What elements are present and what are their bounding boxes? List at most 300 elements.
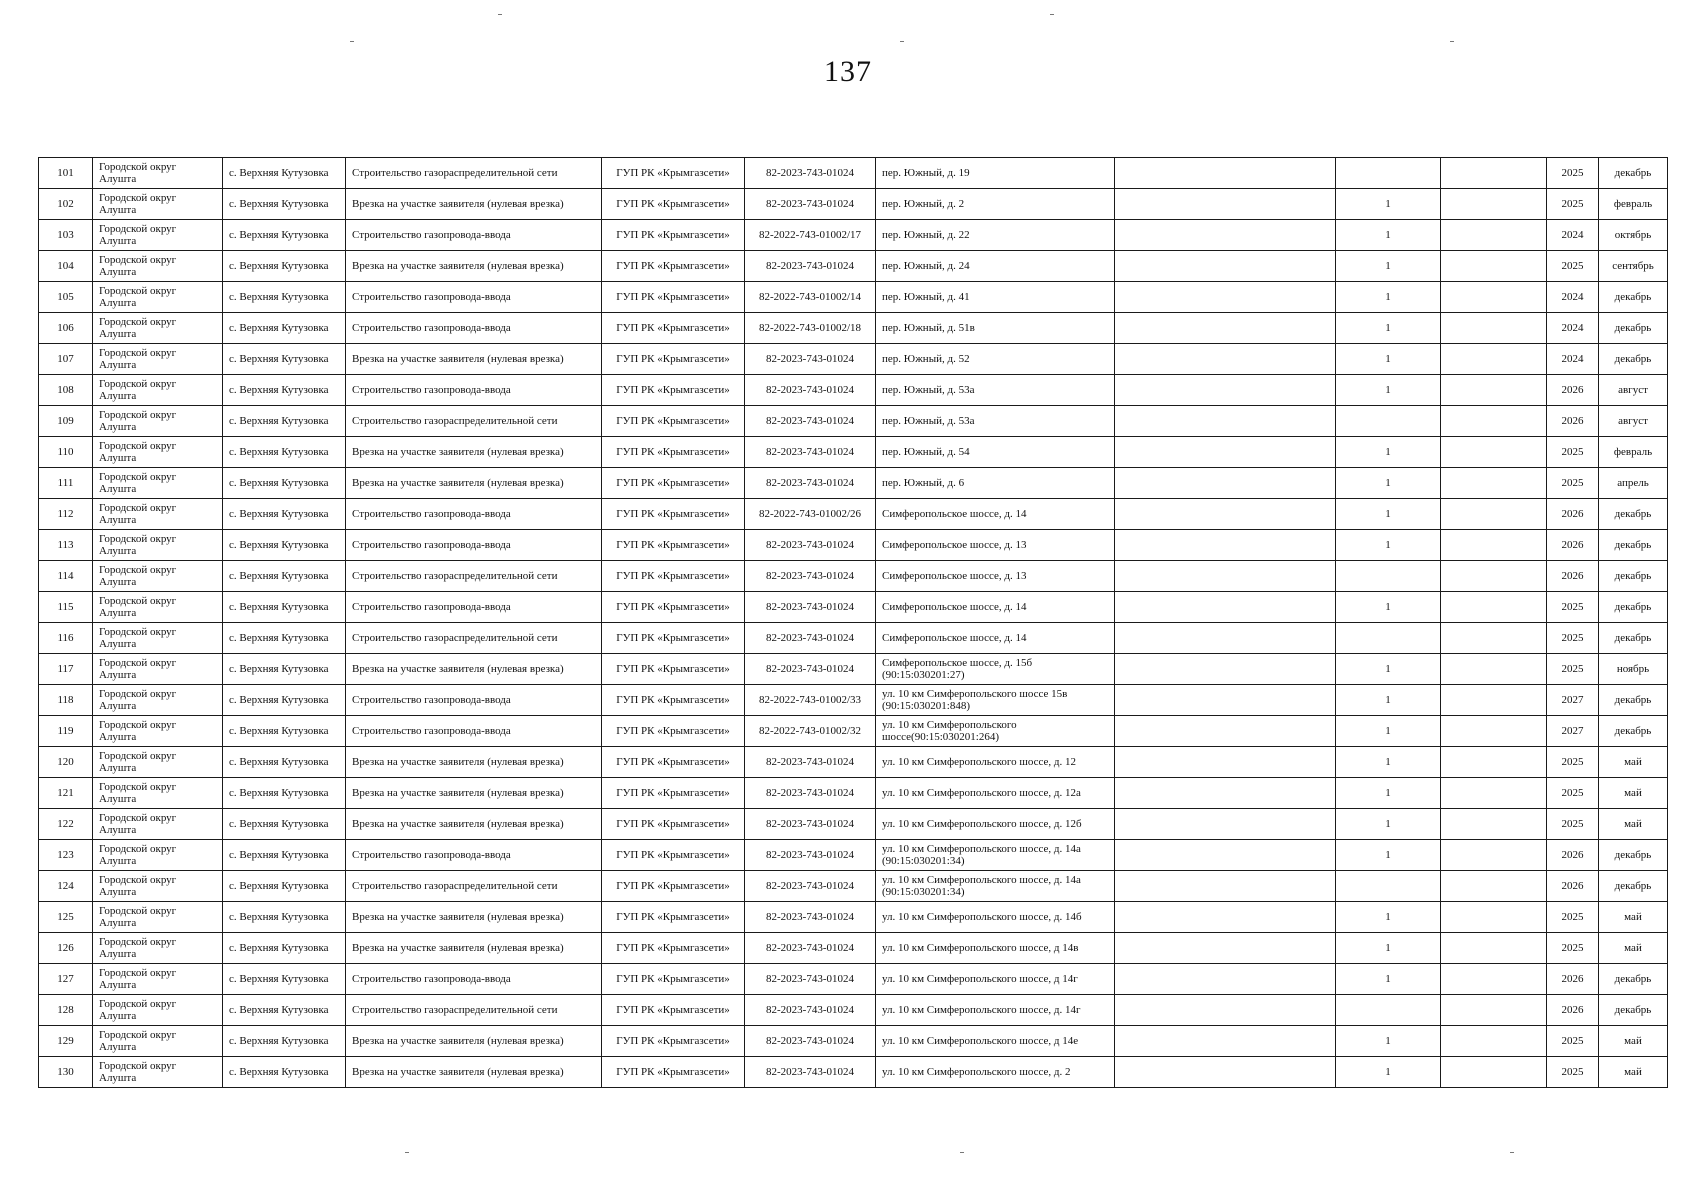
quantity-cell: 1 <box>1336 964 1441 995</box>
year-cell: 2027 <box>1547 716 1599 747</box>
row-number-cell: 105 <box>39 282 93 313</box>
address-cell: ул. 10 км Симферопольского шоссе, д 14г <box>876 964 1115 995</box>
address-cell: пер. Южный, д. 22 <box>876 220 1115 251</box>
row-number-cell: 123 <box>39 840 93 871</box>
settlement-cell: с. Верхняя Кутузовка <box>223 189 346 220</box>
empty-cell <box>1115 282 1336 313</box>
settlement-cell: с. Верхняя Кутузовка <box>223 499 346 530</box>
empty-cell <box>1441 933 1547 964</box>
month-cell: август <box>1599 406 1668 437</box>
work-type-cell: Врезка на участке заявителя (нулевая врезка) <box>346 344 602 375</box>
settlement-cell: с. Верхняя Кутузовка <box>223 1026 346 1057</box>
organization-cell: ГУП РК «Крымгазсети» <box>602 220 745 251</box>
empty-cell <box>1115 530 1336 561</box>
municipality-cell: Городской округ Алушта <box>93 592 223 623</box>
contract-code-cell: 82-2023-743-01024 <box>745 158 876 189</box>
month-cell: май <box>1599 1057 1668 1088</box>
municipality-cell: Городской округ Алушта <box>93 654 223 685</box>
empty-cell <box>1441 1026 1547 1057</box>
empty-cell <box>1441 840 1547 871</box>
table-row <box>39 654 1668 685</box>
contract-code-cell: 82-2023-743-01024 <box>745 654 876 685</box>
empty-cell <box>1115 840 1336 871</box>
municipality-cell: Городской округ Алушта <box>93 282 223 313</box>
organization-cell: ГУП РК «Крымгазсети» <box>602 747 745 778</box>
empty-cell <box>1441 251 1547 282</box>
organization-cell: ГУП РК «Крымгазсети» <box>602 406 745 437</box>
month-cell: декабрь <box>1599 840 1668 871</box>
quantity-cell: 1 <box>1336 437 1441 468</box>
address-cell: ул. 10 км Симферопольского шоссе, д. 14а (90:15:030201:34) <box>876 840 1115 871</box>
month-cell: декабрь <box>1599 282 1668 313</box>
year-cell: 2026 <box>1547 840 1599 871</box>
contract-code-cell: 82-2023-743-01024 <box>745 592 876 623</box>
row-number-cell: 114 <box>39 561 93 592</box>
work-type-cell: Строительство газопровода-ввода <box>346 375 602 406</box>
row-number-cell: 124 <box>39 871 93 902</box>
row-number-cell: 125 <box>39 902 93 933</box>
work-type-cell: Строительство газопровода-ввода <box>346 840 602 871</box>
settlement-cell: с. Верхняя Кутузовка <box>223 220 346 251</box>
contract-code-cell: 82-2023-743-01024 <box>745 902 876 933</box>
work-type-cell: Врезка на участке заявителя (нулевая врезка) <box>346 902 602 933</box>
organization-cell: ГУП РК «Крымгазсети» <box>602 189 745 220</box>
municipality-cell: Городской округ Алушта <box>93 251 223 282</box>
month-cell: декабрь <box>1599 313 1668 344</box>
address-cell: Симферопольское шоссе, д. 14 <box>876 499 1115 530</box>
quantity-cell: 1 <box>1336 747 1441 778</box>
settlement-cell: с. Верхняя Кутузовка <box>223 158 346 189</box>
row-number-cell: 122 <box>39 809 93 840</box>
quantity-cell: 1 <box>1336 685 1441 716</box>
row-number-cell: 104 <box>39 251 93 282</box>
settlement-cell: с. Верхняя Кутузовка <box>223 1057 346 1088</box>
month-cell: декабрь <box>1599 158 1668 189</box>
address-cell: Симферопольское шоссе, д. 13 <box>876 530 1115 561</box>
empty-cell <box>1115 561 1336 592</box>
work-type-cell: Врезка на участке заявителя (нулевая врезка) <box>346 251 602 282</box>
year-cell: 2025 <box>1547 251 1599 282</box>
address-cell: пер. Южный, д. 6 <box>876 468 1115 499</box>
empty-cell <box>1441 499 1547 530</box>
year-cell: 2025 <box>1547 902 1599 933</box>
quantity-cell <box>1336 406 1441 437</box>
table-row <box>39 747 1668 778</box>
year-cell: 2026 <box>1547 964 1599 995</box>
address-cell: пер. Южный, д. 41 <box>876 282 1115 313</box>
table-row <box>39 871 1668 902</box>
month-cell: декабрь <box>1599 964 1668 995</box>
organization-cell: ГУП РК «Крымгазсети» <box>602 251 745 282</box>
empty-cell <box>1115 716 1336 747</box>
contract-code-cell: 82-2023-743-01024 <box>745 840 876 871</box>
empty-cell <box>1115 964 1336 995</box>
settlement-cell: с. Верхняя Кутузовка <box>223 778 346 809</box>
empty-cell <box>1441 375 1547 406</box>
month-cell: декабрь <box>1599 561 1668 592</box>
work-type-cell: Строительство газопровода-ввода <box>346 685 602 716</box>
table-row <box>39 592 1668 623</box>
settlement-cell: с. Верхняя Кутузовка <box>223 747 346 778</box>
settlement-cell: с. Верхняя Кутузовка <box>223 840 346 871</box>
organization-cell: ГУП РК «Крымгазсети» <box>602 685 745 716</box>
work-type-cell: Врезка на участке заявителя (нулевая врезка) <box>346 437 602 468</box>
table-row <box>39 902 1668 933</box>
empty-cell <box>1441 220 1547 251</box>
municipality-cell: Городской округ Алушта <box>93 995 223 1026</box>
empty-cell <box>1441 437 1547 468</box>
row-number-cell: 110 <box>39 437 93 468</box>
organization-cell: ГУП РК «Крымгазсети» <box>602 809 745 840</box>
row-number-cell: 115 <box>39 592 93 623</box>
municipality-cell: Городской округ Алушта <box>93 189 223 220</box>
organization-cell: ГУП РК «Крымгазсети» <box>602 499 745 530</box>
month-cell: февраль <box>1599 437 1668 468</box>
work-type-cell: Строительство газопровода-ввода <box>346 313 602 344</box>
settlement-cell: с. Верхняя Кутузовка <box>223 251 346 282</box>
organization-cell: ГУП РК «Крымгазсети» <box>602 902 745 933</box>
row-number-cell: 108 <box>39 375 93 406</box>
quantity-cell: 1 <box>1336 499 1441 530</box>
month-cell: февраль <box>1599 189 1668 220</box>
municipality-cell: Городской округ Алушта <box>93 375 223 406</box>
month-cell: май <box>1599 778 1668 809</box>
month-cell: ноябрь <box>1599 654 1668 685</box>
work-type-cell: Строительство газораспределительной сети <box>346 995 602 1026</box>
year-cell: 2026 <box>1547 499 1599 530</box>
work-type-cell: Строительство газораспределительной сети <box>346 871 602 902</box>
settlement-cell: с. Верхняя Кутузовка <box>223 592 346 623</box>
municipality-cell: Городской округ Алушта <box>93 809 223 840</box>
address-cell: пер. Южный, д. 51в <box>876 313 1115 344</box>
year-cell: 2026 <box>1547 561 1599 592</box>
year-cell: 2024 <box>1547 313 1599 344</box>
settlement-cell: с. Верхняя Кутузовка <box>223 375 346 406</box>
row-number-cell: 118 <box>39 685 93 716</box>
empty-cell <box>1115 654 1336 685</box>
month-cell: сентябрь <box>1599 251 1668 282</box>
empty-cell <box>1115 685 1336 716</box>
organization-cell: ГУП РК «Крымгазсети» <box>602 561 745 592</box>
empty-cell <box>1115 220 1336 251</box>
empty-cell <box>1115 592 1336 623</box>
settlement-cell: с. Верхняя Кутузовка <box>223 313 346 344</box>
work-type-cell: Строительство газораспределительной сети <box>346 406 602 437</box>
month-cell: декабрь <box>1599 344 1668 375</box>
quantity-cell <box>1336 995 1441 1026</box>
month-cell: октябрь <box>1599 220 1668 251</box>
settlement-cell: с. Верхняя Кутузовка <box>223 561 346 592</box>
address-cell: пер. Южный, д. 24 <box>876 251 1115 282</box>
settlement-cell: с. Верхняя Кутузовка <box>223 468 346 499</box>
settlement-cell: с. Верхняя Кутузовка <box>223 871 346 902</box>
contract-code-cell: 82-2022-743-01002/33 <box>745 685 876 716</box>
empty-cell <box>1441 468 1547 499</box>
year-cell: 2024 <box>1547 344 1599 375</box>
table-row <box>39 158 1668 189</box>
quantity-cell: 1 <box>1336 282 1441 313</box>
empty-cell <box>1441 344 1547 375</box>
work-type-cell: Строительство газопровода-ввода <box>346 499 602 530</box>
row-number-cell: 117 <box>39 654 93 685</box>
address-cell: ул. 10 км Симферопольского шоссе, д. 12б <box>876 809 1115 840</box>
settlement-cell: с. Верхняя Кутузовка <box>223 282 346 313</box>
quantity-cell: 1 <box>1336 778 1441 809</box>
empty-cell <box>1441 158 1547 189</box>
month-cell: декабрь <box>1599 685 1668 716</box>
quantity-cell <box>1336 871 1441 902</box>
row-number-cell: 121 <box>39 778 93 809</box>
address-cell: ул. 10 км Симферопольского шоссе, д. 14г <box>876 995 1115 1026</box>
year-cell: 2025 <box>1547 654 1599 685</box>
address-cell: пер. Южный, д. 52 <box>876 344 1115 375</box>
row-number-cell: 106 <box>39 313 93 344</box>
organization-cell: ГУП РК «Крымгазсети» <box>602 282 745 313</box>
work-type-cell: Строительство газопровода-ввода <box>346 530 602 561</box>
work-type-cell: Строительство газопровода-ввода <box>346 716 602 747</box>
empty-cell <box>1115 189 1336 220</box>
empty-cell <box>1115 251 1336 282</box>
year-cell: 2026 <box>1547 375 1599 406</box>
municipality-cell: Городской округ Алушта <box>93 158 223 189</box>
month-cell: декабрь <box>1599 995 1668 1026</box>
empty-cell <box>1441 902 1547 933</box>
settlement-cell: с. Верхняя Кутузовка <box>223 654 346 685</box>
contract-code-cell: 82-2023-743-01024 <box>745 251 876 282</box>
municipality-cell: Городской округ Алушта <box>93 530 223 561</box>
empty-cell <box>1115 871 1336 902</box>
work-type-cell: Строительство газопровода-ввода <box>346 220 602 251</box>
organization-cell: ГУП РК «Крымгазсети» <box>602 344 745 375</box>
organization-cell: ГУП РК «Крымгазсети» <box>602 654 745 685</box>
table-row <box>39 251 1668 282</box>
work-type-cell: Врезка на участке заявителя (нулевая врезка) <box>346 1026 602 1057</box>
month-cell: декабрь <box>1599 623 1668 654</box>
organization-cell: ГУП РК «Крымгазсети» <box>602 1057 745 1088</box>
quantity-cell <box>1336 561 1441 592</box>
contract-code-cell: 82-2022-743-01002/17 <box>745 220 876 251</box>
settlement-cell: с. Верхняя Кутузовка <box>223 809 346 840</box>
table-row <box>39 344 1668 375</box>
contract-code-cell: 82-2023-743-01024 <box>745 995 876 1026</box>
empty-cell <box>1441 623 1547 654</box>
settlement-cell: с. Верхняя Кутузовка <box>223 995 346 1026</box>
quantity-cell: 1 <box>1336 1026 1441 1057</box>
year-cell: 2025 <box>1547 1026 1599 1057</box>
row-number-cell: 120 <box>39 747 93 778</box>
year-cell: 2026 <box>1547 406 1599 437</box>
address-cell: пер. Южный, д. 53а <box>876 375 1115 406</box>
contract-code-cell: 82-2022-743-01002/32 <box>745 716 876 747</box>
table-row <box>39 468 1668 499</box>
empty-cell <box>1115 313 1336 344</box>
contract-code-cell: 82-2023-743-01024 <box>745 933 876 964</box>
address-cell: ул. 10 км Симферопольского шоссе 15в (90:15:030201:848) <box>876 685 1115 716</box>
empty-cell <box>1441 1057 1547 1088</box>
contract-code-cell: 82-2023-743-01024 <box>745 406 876 437</box>
work-type-cell: Врезка на участке заявителя (нулевая врезка) <box>346 468 602 499</box>
row-number-cell: 107 <box>39 344 93 375</box>
organization-cell: ГУП РК «Крымгазсети» <box>602 871 745 902</box>
empty-cell <box>1115 499 1336 530</box>
municipality-cell: Городской округ Алушта <box>93 561 223 592</box>
table-row <box>39 561 1668 592</box>
settlement-cell: с. Верхняя Кутузовка <box>223 716 346 747</box>
contract-code-cell: 82-2022-743-01002/26 <box>745 499 876 530</box>
work-type-cell: Строительство газопровода-ввода <box>346 592 602 623</box>
row-number-cell: 101 <box>39 158 93 189</box>
municipality-cell: Городской округ Алушта <box>93 1057 223 1088</box>
month-cell: декабрь <box>1599 499 1668 530</box>
empty-cell <box>1441 530 1547 561</box>
empty-cell <box>1441 282 1547 313</box>
contract-code-cell: 82-2023-743-01024 <box>745 1057 876 1088</box>
work-type-cell: Врезка на участке заявителя (нулевая врезка) <box>346 747 602 778</box>
work-type-cell: Врезка на участке заявителя (нулевая врезка) <box>346 1057 602 1088</box>
municipality-cell: Городской округ Алушта <box>93 313 223 344</box>
empty-cell <box>1441 778 1547 809</box>
empty-cell <box>1441 747 1547 778</box>
year-cell: 2026 <box>1547 995 1599 1026</box>
year-cell: 2025 <box>1547 778 1599 809</box>
table-row <box>39 406 1668 437</box>
contract-code-cell: 82-2023-743-01024 <box>745 747 876 778</box>
empty-cell <box>1115 406 1336 437</box>
address-cell: Симферопольское шоссе, д. 13 <box>876 561 1115 592</box>
quantity-cell <box>1336 158 1441 189</box>
organization-cell: ГУП РК «Крымгазсети» <box>602 933 745 964</box>
year-cell: 2025 <box>1547 1057 1599 1088</box>
table-row <box>39 1057 1668 1088</box>
contract-code-cell: 82-2023-743-01024 <box>745 561 876 592</box>
empty-cell <box>1115 344 1336 375</box>
municipality-cell: Городской округ Алушта <box>93 220 223 251</box>
empty-cell <box>1115 747 1336 778</box>
contract-code-cell: 82-2023-743-01024 <box>745 778 876 809</box>
table-row <box>39 313 1668 344</box>
year-cell: 2027 <box>1547 685 1599 716</box>
empty-cell <box>1441 189 1547 220</box>
row-number-cell: 126 <box>39 933 93 964</box>
settlement-cell: с. Верхняя Кутузовка <box>223 344 346 375</box>
table-row <box>39 685 1668 716</box>
table-row <box>39 716 1668 747</box>
address-cell: ул. 10 км Симферопольского шоссе, д 14е <box>876 1026 1115 1057</box>
work-type-cell: Врезка на участке заявителя (нулевая врезка) <box>346 809 602 840</box>
month-cell: декабрь <box>1599 530 1668 561</box>
quantity-cell: 1 <box>1336 313 1441 344</box>
municipality-cell: Городской округ Алушта <box>93 716 223 747</box>
municipality-cell: Городской округ Алушта <box>93 623 223 654</box>
year-cell: 2025 <box>1547 747 1599 778</box>
address-cell: пер. Южный, д. 53а <box>876 406 1115 437</box>
empty-cell <box>1441 313 1547 344</box>
address-cell: Симферопольское шоссе, д. 15б (90:15:030201:27) <box>876 654 1115 685</box>
contract-code-cell: 82-2023-743-01024 <box>745 375 876 406</box>
page-number: 137 <box>824 55 872 88</box>
empty-cell <box>1441 561 1547 592</box>
address-cell: Симферопольское шоссе, д. 14 <box>876 623 1115 654</box>
contract-code-cell: 82-2023-743-01024 <box>745 468 876 499</box>
quantity-cell: 1 <box>1336 375 1441 406</box>
year-cell: 2025 <box>1547 468 1599 499</box>
address-cell: ул. 10 км Симферопольского шоссе, д. 12 <box>876 747 1115 778</box>
empty-cell <box>1115 778 1336 809</box>
year-cell: 2025 <box>1547 437 1599 468</box>
quantity-cell: 1 <box>1336 840 1441 871</box>
register-table <box>38 157 1668 1088</box>
organization-cell: ГУП РК «Крымгазсети» <box>602 158 745 189</box>
row-number-cell: 112 <box>39 499 93 530</box>
table-row <box>39 437 1668 468</box>
quantity-cell <box>1336 623 1441 654</box>
municipality-cell: Городской округ Алушта <box>93 499 223 530</box>
contract-code-cell: 82-2023-743-01024 <box>745 437 876 468</box>
organization-cell: ГУП РК «Крымгазсети» <box>602 716 745 747</box>
municipality-cell: Городской округ Алушта <box>93 747 223 778</box>
settlement-cell: с. Верхняя Кутузовка <box>223 964 346 995</box>
row-number-cell: 102 <box>39 189 93 220</box>
settlement-cell: с. Верхняя Кутузовка <box>223 902 346 933</box>
contract-code-cell: 82-2023-743-01024 <box>745 1026 876 1057</box>
empty-cell <box>1115 437 1336 468</box>
row-number-cell: 130 <box>39 1057 93 1088</box>
work-type-cell: Строительство газопровода-ввода <box>346 964 602 995</box>
municipality-cell: Городской округ Алушта <box>93 1026 223 1057</box>
organization-cell: ГУП РК «Крымгазсети» <box>602 530 745 561</box>
year-cell: 2026 <box>1547 530 1599 561</box>
municipality-cell: Городской округ Алушта <box>93 685 223 716</box>
table-row <box>39 809 1668 840</box>
quantity-cell: 1 <box>1336 468 1441 499</box>
empty-cell <box>1441 716 1547 747</box>
municipality-cell: Городской округ Алушта <box>93 933 223 964</box>
table-row <box>39 375 1668 406</box>
work-type-cell: Врезка на участке заявителя (нулевая врезка) <box>346 778 602 809</box>
table-row <box>39 964 1668 995</box>
empty-cell <box>1441 654 1547 685</box>
address-cell: ул. 10 км Симферопольского шоссе, д. 14б <box>876 902 1115 933</box>
settlement-cell: с. Верхняя Кутузовка <box>223 933 346 964</box>
empty-cell <box>1115 902 1336 933</box>
empty-cell <box>1115 995 1336 1026</box>
quantity-cell: 1 <box>1336 189 1441 220</box>
settlement-cell: с. Верхняя Кутузовка <box>223 530 346 561</box>
organization-cell: ГУП РК «Крымгазсети» <box>602 1026 745 1057</box>
year-cell: 2025 <box>1547 809 1599 840</box>
work-type-cell: Врезка на участке заявителя (нулевая врезка) <box>346 933 602 964</box>
address-cell: пер. Южный, д. 2 <box>876 189 1115 220</box>
table-row <box>39 220 1668 251</box>
row-number-cell: 128 <box>39 995 93 1026</box>
contract-code-cell: 82-2022-743-01002/18 <box>745 313 876 344</box>
table-row <box>39 1026 1668 1057</box>
address-cell: ул. 10 км Симферопольского шоссе, д. 2 <box>876 1057 1115 1088</box>
municipality-cell: Городской округ Алушта <box>93 778 223 809</box>
row-number-cell: 127 <box>39 964 93 995</box>
table-row <box>39 530 1668 561</box>
month-cell: август <box>1599 375 1668 406</box>
month-cell: декабрь <box>1599 871 1668 902</box>
empty-cell <box>1441 406 1547 437</box>
year-cell: 2024 <box>1547 282 1599 313</box>
row-number-cell: 109 <box>39 406 93 437</box>
quantity-cell: 1 <box>1336 933 1441 964</box>
quantity-cell: 1 <box>1336 344 1441 375</box>
table-row <box>39 499 1668 530</box>
empty-cell <box>1441 871 1547 902</box>
row-number-cell: 116 <box>39 623 93 654</box>
